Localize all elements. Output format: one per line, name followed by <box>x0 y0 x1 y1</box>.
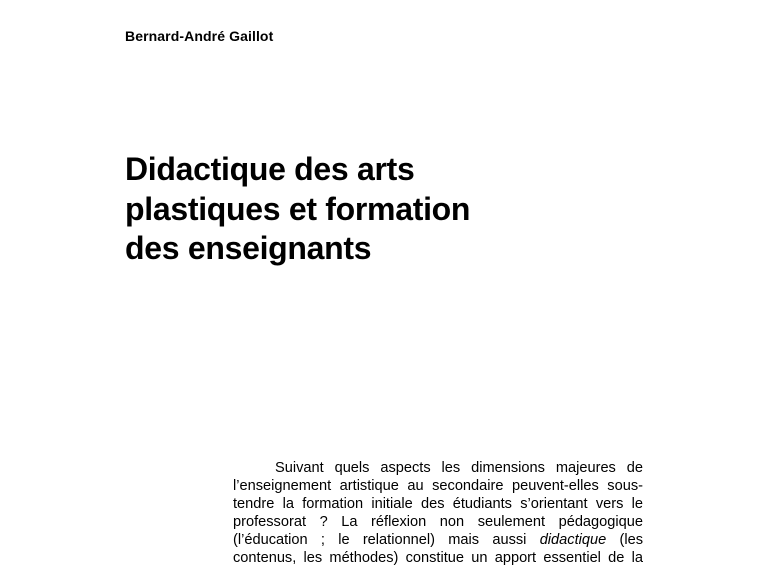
abstract-line-5-end: (les <box>619 532 644 548</box>
abstract-line-2: l’enseignement artistique au secondaire peuvent-elles sous- <box>233 478 643 494</box>
abstract-line-3: tendre la formation initiale des étudiants s’orientant vers le <box>233 496 643 512</box>
abstract-line-5 <box>233 531 643 549</box>
abstract-paragraph <box>233 459 644 566</box>
title-line-1: Didactique des arts <box>125 151 415 187</box>
article-title <box>125 150 470 269</box>
abstract-line-6-partial: contenus, les méthodes) constitue un apport essentiel de la <box>233 550 643 566</box>
abstract-line-5-text: (l’éducation ; le relationnel) mais aussi <box>233 532 527 548</box>
abstract-line-4: professorat ? La réflexion non seulement pédagogique <box>233 514 643 530</box>
title-line-3: des enseignants <box>125 230 372 266</box>
abstract-line-1: Suivant quels aspects les dimensions majeures de <box>275 460 643 476</box>
author-name: Bernard-André Gaillot <box>125 28 274 44</box>
title-line-2: plastiques et formation <box>125 190 471 227</box>
abstract-italic-term: didactique <box>539 532 607 548</box>
